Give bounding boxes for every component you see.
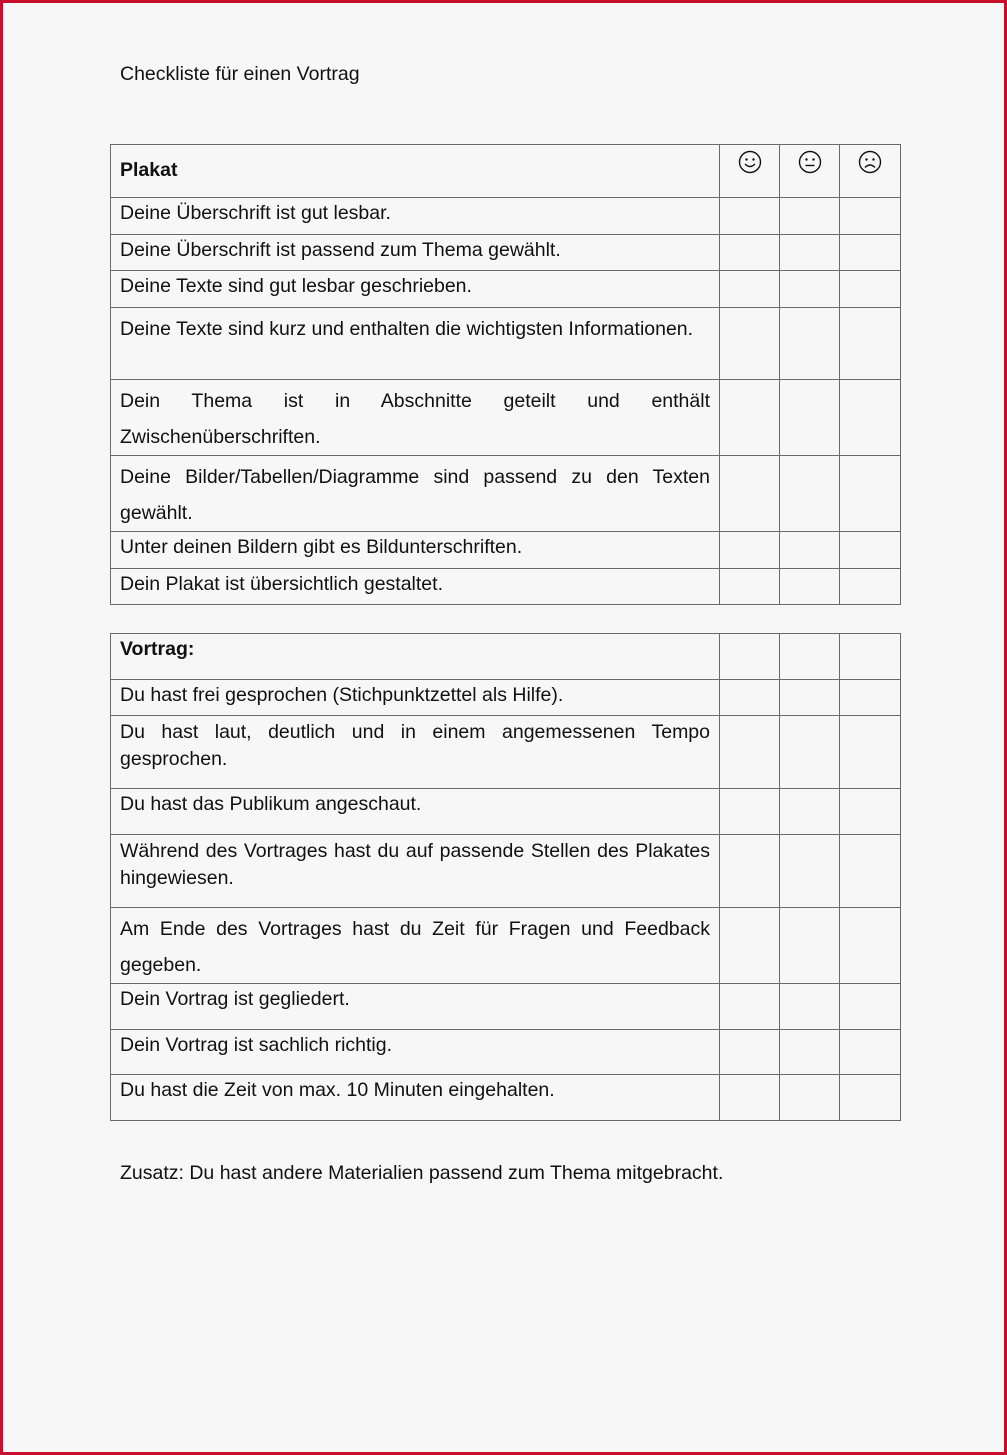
criterion-text: Du hast frei gesprochen (Stichpunktzettel als Hilfe). <box>111 680 720 716</box>
criterion-text: Am Ende des Vortrages hast du Zeit für Fragen und Feedback gegeben. <box>111 908 720 984</box>
zusatz-note: Zusatz: Du hast andere Materialien passend zum Thema mitgebracht. <box>120 1162 724 1184</box>
smiley-sad-icon <box>858 150 882 174</box>
criterion-text: Deine Überschrift ist gut lesbar. <box>111 198 720 235</box>
rating-cell-good[interactable] <box>720 271 780 308</box>
smiley-happy-icon <box>738 150 762 174</box>
table-row <box>111 235 901 271</box>
rating-cell-bad[interactable] <box>840 716 901 789</box>
table-row <box>111 380 901 456</box>
rating-cell-good[interactable] <box>720 235 780 271</box>
plakat-heading: Plakat <box>111 145 720 198</box>
rating-cell-neutral[interactable] <box>780 789 840 835</box>
vortrag-table <box>110 633 901 1121</box>
rating-cell-neutral[interactable] <box>780 716 840 789</box>
criterion-text: Du hast das Publikum angeschaut. <box>111 789 720 835</box>
table-row <box>111 789 901 835</box>
table-row <box>111 908 901 984</box>
table-row <box>111 271 901 308</box>
rating-cell-neutral[interactable] <box>780 271 840 308</box>
rating-cell-bad[interactable] <box>840 789 901 835</box>
rating-cell-good[interactable] <box>720 680 780 716</box>
rating-header-bad <box>840 145 901 198</box>
rating-cell-good[interactable] <box>720 789 780 835</box>
table-row <box>111 456 901 532</box>
table-row <box>111 984 901 1030</box>
rating-cell-neutral[interactable] <box>780 908 840 984</box>
rating-cell-good[interactable] <box>720 569 780 605</box>
rating-cell-bad[interactable] <box>840 456 901 532</box>
table-row <box>111 1030 901 1075</box>
table-row <box>111 680 901 716</box>
rating-cell-neutral[interactable] <box>780 456 840 532</box>
table-header-row <box>111 145 901 198</box>
rating-cell-bad[interactable] <box>840 235 901 271</box>
rating-cell-neutral[interactable] <box>780 1030 840 1075</box>
rating-cell-good[interactable] <box>720 380 780 456</box>
rating-cell-bad[interactable] <box>840 680 901 716</box>
rating-cell-bad[interactable] <box>840 271 901 308</box>
criterion-text: Deine Bilder/Tabellen/Diagramme sind passend zu den Texten gewählt. <box>111 456 720 532</box>
table-header-row <box>111 634 901 680</box>
table-row <box>111 716 901 789</box>
rating-cell-good[interactable] <box>720 308 780 380</box>
rating-cell-bad[interactable] <box>840 1030 901 1075</box>
rating-cell-bad[interactable] <box>840 908 901 984</box>
rating-cell-bad <box>840 634 901 680</box>
rating-cell-bad[interactable] <box>840 198 901 235</box>
rating-cell-good[interactable] <box>720 835 780 908</box>
criterion-text: Du hast die Zeit von max. 10 Minuten eingehalten. <box>111 1075 720 1121</box>
rating-cell-neutral[interactable] <box>780 235 840 271</box>
table-row <box>111 308 901 380</box>
rating-cell-neutral[interactable] <box>780 1075 840 1121</box>
rating-cell-neutral[interactable] <box>780 308 840 380</box>
rating-cell-bad[interactable] <box>840 569 901 605</box>
rating-cell-bad[interactable] <box>840 1075 901 1121</box>
criterion-text: Dein Thema ist in Abschnitte geteilt und enthält Zwischenüberschriften. <box>111 380 720 456</box>
rating-cell-neutral[interactable] <box>780 680 840 716</box>
criterion-text: Deine Texte sind gut lesbar geschrieben. <box>111 271 720 308</box>
criterion-text: Deine Überschrift ist passend zum Thema gewählt. <box>111 235 720 271</box>
rating-cell-neutral[interactable] <box>780 532 840 569</box>
rating-cell-neutral <box>780 634 840 680</box>
rating-cell-bad[interactable] <box>840 532 901 569</box>
rating-cell-neutral[interactable] <box>780 835 840 908</box>
criterion-text: Dein Vortrag ist sachlich richtig. <box>111 1030 720 1075</box>
criterion-text: Du hast laut, deutlich und in einem angemessenen Tempo gesprochen. <box>111 716 720 789</box>
criterion-text: Unter deinen Bildern gibt es Bildunterschriften. <box>111 532 720 569</box>
criterion-text: Dein Vortrag ist gegliedert. <box>111 984 720 1030</box>
criterion-text: Während des Vortrages hast du auf passende Stellen des Plakates hingewiesen. <box>111 835 720 908</box>
rating-cell-good[interactable] <box>720 532 780 569</box>
rating-cell-bad[interactable] <box>840 835 901 908</box>
rating-cell-good[interactable] <box>720 908 780 984</box>
table-row <box>111 835 901 908</box>
criterion-text: Deine Texte sind kurz und enthalten die wichtigsten Informationen. <box>111 308 720 380</box>
rating-cell-neutral[interactable] <box>780 984 840 1030</box>
rating-header-good <box>720 145 780 198</box>
rating-cell-good[interactable] <box>720 1030 780 1075</box>
table-row <box>111 569 901 605</box>
rating-cell-bad[interactable] <box>840 984 901 1030</box>
rating-cell-good[interactable] <box>720 984 780 1030</box>
rating-cell-neutral[interactable] <box>780 380 840 456</box>
plakat-table <box>110 144 901 605</box>
rating-header-neutral <box>780 145 840 198</box>
table-row <box>111 1075 901 1121</box>
smiley-neutral-icon <box>798 150 822 174</box>
rating-cell-bad[interactable] <box>840 308 901 380</box>
table-row <box>111 532 901 569</box>
document-title: Checkliste für einen Vortrag <box>120 63 360 85</box>
rating-cell-good[interactable] <box>720 716 780 789</box>
rating-cell-neutral[interactable] <box>780 569 840 605</box>
rating-cell-bad[interactable] <box>840 380 901 456</box>
criterion-text: Dein Plakat ist übersichtlich gestaltet. <box>111 569 720 605</box>
rating-cell-good <box>720 634 780 680</box>
rating-cell-good[interactable] <box>720 1075 780 1121</box>
rating-cell-good[interactable] <box>720 456 780 532</box>
vortrag-heading: Vortrag: <box>111 634 720 680</box>
rating-cell-neutral[interactable] <box>780 198 840 235</box>
rating-cell-good[interactable] <box>720 198 780 235</box>
table-row <box>111 198 901 235</box>
